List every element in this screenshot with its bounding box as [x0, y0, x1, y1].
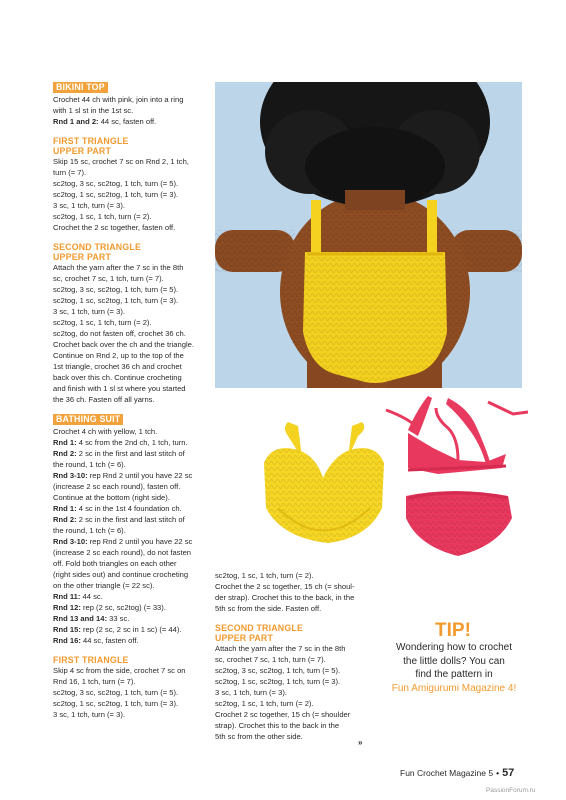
subsection-heading: UPPER PART: [53, 252, 112, 262]
subsection-heading: FIRST TRIANGLE: [53, 655, 129, 665]
instruction-line: 5th sc from the other side.: [215, 732, 303, 741]
instruction-line: Crochet back over the ch and the triangle.: [53, 340, 194, 349]
subsection-heading: UPPER PART: [215, 633, 274, 643]
instruction-line: Rnd 16, 1 tch, turn (= 7).: [53, 677, 136, 686]
round-label: Rnd 12:: [53, 603, 81, 612]
swimsuits-photo: [258, 388, 538, 568]
instruction-line: sc2tog, 1 sc, sc2tog, 1 tch, turn (= 3).: [53, 296, 179, 305]
instruction-line: sc2tog, 3 sc, sc2tog, 1 tch, turn (= 5).: [53, 285, 179, 294]
instruction-line: [53, 470, 213, 481]
watermark: PassionForum.ru: [486, 787, 536, 794]
instruction-line: [53, 635, 213, 646]
instruction-line: Attach the yarn after the 7 sc in the 8th: [53, 263, 184, 272]
instruction-line: on the other triangle (= 22 sc).: [53, 581, 155, 590]
round-text: 44 sc.: [80, 592, 103, 601]
instruction-line: [53, 448, 213, 459]
round-label: Rnd 2:: [53, 449, 77, 458]
round-label: Rnd 1:: [53, 504, 77, 513]
doll-illustration: [215, 82, 522, 388]
instruction-line: Continue on Rnd 2, up to the top of the: [53, 351, 184, 360]
magazine-name: Fun Crochet Magazine 5: [400, 768, 494, 778]
instruction-line: off. Fold both triangles on each other: [53, 559, 177, 568]
section-heading-wrap: [53, 82, 213, 93]
instruction-line: sc2tog, 3 sc, sc2tog, 1 tch, turn (= 5).: [53, 179, 179, 188]
instruction-line: strap). Crochet this to the back in the: [215, 721, 340, 730]
instruction-line: (increase 2 sc each round), fasten off.: [53, 482, 181, 491]
instruction-line: 3 sc, 1 tch, turn (= 3).: [53, 201, 125, 210]
instruction-line: sc2tog, do not fasten off, crochet 36 ch.: [53, 329, 186, 338]
round-label: Rnd 1 and 2:: [53, 117, 99, 126]
instruction-line: [53, 116, 213, 127]
instruction-line: sc2tog, 1 sc, 1 tch, turn (= 2).: [53, 318, 152, 327]
instruction-line: sc2tog, 1 sc, 1 tch, turn (= 2).: [53, 212, 152, 221]
middle-column: [215, 570, 375, 742]
instruction-line: the round, 1 tch (= 6).: [53, 460, 126, 469]
subsection-heading: FIRST TRIANGLE: [53, 136, 129, 146]
round-label: Rnd 13 and 14:: [53, 614, 108, 623]
instruction-line: sc2tog, 1 sc, sc2tog, 1 tch, turn (= 3).: [53, 190, 179, 199]
swimsuits-illustration: [258, 388, 538, 568]
continue-arrow: »: [358, 738, 363, 747]
instruction-line: sc2tog, 1 sc, sc2tog, 1 tch, turn (= 3).: [215, 677, 341, 686]
tip-line: find the pattern in: [415, 669, 493, 680]
instruction-line: and finish with 1 sl st where you started: [53, 384, 186, 393]
instruction-line: Crochet 44 ch with pink, join into a ring: [53, 95, 184, 104]
instruction-line: sc, crochet 7 sc, 1 tch, turn (= 7).: [53, 274, 164, 283]
subsection-heading: SECOND TRIANGLE: [215, 623, 304, 633]
instruction-line: Skip 15 sc, crochet 7 sc on Rnd 2, 1 tch,: [53, 157, 189, 166]
tip-title: TIP!: [435, 620, 471, 641]
round-text: 44 sc, fasten off.: [80, 636, 139, 645]
instruction-line: 3 sc, 1 tch, turn (= 3).: [53, 710, 125, 719]
section-heading: BIKINI TOP: [53, 82, 108, 93]
spacer: [53, 646, 213, 655]
tip-magazine-link: Fun Amigurumi Magazine 4!: [391, 682, 517, 694]
instruction-line: Attach the yarn after the 7 sc in the 8th: [215, 644, 346, 653]
round-text: rep (2 sc, sc2tog) (= 33).: [80, 603, 166, 612]
instruction-line: sc2tog, 1 sc, 1 tch, turn (= 2).: [215, 571, 314, 580]
instruction-line: Crochet the 2 sc together, fasten off.: [53, 223, 176, 232]
instruction-line: sc, crochet 7 sc, 1 tch, turn (= 7).: [215, 655, 326, 664]
round-text: 33 sc.: [107, 614, 130, 623]
round-text: rep Rnd 2 until you have 22 sc: [87, 471, 193, 480]
round-text: 4 sc from the 2nd ch, 1 tch, turn.: [76, 438, 188, 447]
instruction-line: 3 sc, 1 tch, turn (= 3).: [53, 307, 125, 316]
instruction-line: sc2tog, 1 sc, sc2tog, 1 tch, turn (= 3).: [53, 699, 179, 708]
round-text: 44 sc, fasten off.: [98, 117, 157, 126]
section-heading: BATHING SUIT: [53, 414, 123, 425]
instruction-line: 3 sc, 1 tch, turn (= 3).: [215, 688, 287, 697]
left-column: [53, 82, 213, 720]
spacer: [53, 405, 213, 414]
instruction-line: (increase 2 sc each round), do not fasten: [53, 548, 192, 557]
instruction-line: [53, 591, 213, 602]
instruction-line: Crochet 2 sc together, 15 ch (= shoulder: [215, 710, 351, 719]
round-label: Rnd 15:: [53, 625, 81, 634]
spacer: [53, 233, 213, 242]
round-text: rep (2 sc, 2 sc in 1 sc) (= 44).: [80, 625, 182, 634]
subsection-heading: UPPER PART: [53, 146, 112, 156]
doll-bathing-suit-photo: [215, 82, 522, 388]
instruction-line: back over this ch. Continue crocheting: [53, 373, 182, 382]
subsection-heading: SECOND TRIANGLE: [53, 242, 142, 252]
page-number: 57: [502, 767, 515, 779]
instruction-line: sc2tog, 1 sc, 1 tch, turn (= 2).: [215, 699, 314, 708]
round-text: 2 sc in the first and last stitch of: [76, 449, 185, 458]
round-text: 4 sc in the 1st 4 foundation ch.: [76, 504, 182, 513]
round-label: Rnd 3-10:: [53, 471, 88, 480]
instruction-line: (right sides out) and continue crocheting: [53, 570, 189, 579]
spacer: [53, 127, 213, 136]
instruction-line: turn (= 7).: [53, 168, 87, 177]
instruction-line: [53, 437, 213, 448]
footer-bullet: •: [496, 768, 500, 778]
instruction-line: 5th sc from the side. Fasten off.: [215, 604, 322, 613]
round-text: 2 sc in the first and last stitch of: [76, 515, 185, 524]
instruction-line: der strap). Crochet this to the back, in the: [215, 593, 355, 602]
instruction-line: sc2tog, 3 sc, sc2tog, 1 tch, turn (= 5).: [215, 666, 341, 675]
instruction-line: Continue at the bottom (right side).: [53, 493, 170, 502]
instruction-line: sc2tog, 3 sc, sc2tog, 1 tch, turn (= 5).: [53, 688, 179, 697]
tip-text: [383, 641, 525, 695]
round-text: rep Rnd 2 until you have 22 sc: [87, 537, 193, 546]
round-label: Rnd 2:: [53, 515, 77, 524]
instruction-line: 1st triangle, crochet 36 ch and crochet: [53, 362, 182, 371]
instruction-line: [53, 613, 213, 624]
section-heading-wrap: [53, 414, 213, 425]
instruction-line: Skip 4 sc from the side, crochet 7 sc on: [53, 666, 186, 675]
instruction-line: the 36 ch. Fasten off all yarns.: [53, 395, 155, 404]
round-label: Rnd 3-10:: [53, 537, 88, 546]
instruction-line: with 1 sl st in the 1st sc.: [53, 106, 134, 115]
round-label: Rnd 16:: [53, 636, 81, 645]
round-label: Rnd 11:: [53, 592, 81, 601]
instruction-line: [53, 624, 213, 635]
instruction-line: [53, 514, 213, 525]
instruction-line: Crochet the 2 sc together, 15 ch (= shoul-: [215, 582, 355, 591]
page-footer: [400, 767, 514, 779]
instruction-line: Crochet 4 ch with yellow, 1 tch.: [53, 427, 158, 436]
tip-line: the little dolls? You can: [403, 655, 505, 667]
spacer: [215, 614, 375, 623]
instruction-line: the round, 1 tch (= 6).: [53, 526, 126, 535]
instruction-line: [53, 503, 213, 514]
instruction-line: [53, 536, 213, 547]
instruction-line: [53, 602, 213, 613]
tip-line: Wondering how to crochet: [396, 642, 512, 653]
round-label: Rnd 1:: [53, 438, 77, 447]
